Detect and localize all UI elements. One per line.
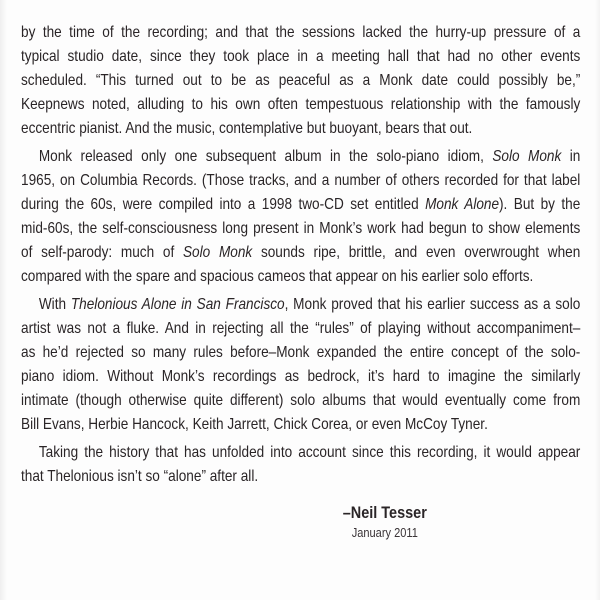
text-segment: 1965, on Columbia Records. (Those tracks, and a number of others recorded for that label (21, 172, 581, 189)
text-line (21, 21, 580, 45)
paragraph (21, 293, 580, 437)
text-segment: With (38, 296, 71, 313)
text-line (21, 413, 580, 437)
text-segment: piano idiom. Without Monk’s recordings as bedrock, it’s hard to imagine the similarly (21, 368, 581, 385)
text-segment: Bill Evans, Herbie Hancock, Keith Jarrett, Chick Corea, or even McCoy Tyner. (21, 416, 488, 433)
text-line (21, 265, 580, 289)
text-line (21, 465, 580, 489)
text-segment: by the time of the recording; and that the sessions lacked the hurry-up pressure of a (21, 24, 581, 41)
text-segment: , Monk proved that his earlier success as a solo (284, 296, 581, 313)
text-line (21, 193, 580, 217)
text-segment: that Thelonious isn’t so “alone” after all. (21, 468, 259, 485)
text-segment: in (561, 148, 581, 165)
text-segment: sounds ripe, brittle, and even overwrought when (252, 244, 581, 261)
paragraph (21, 441, 580, 489)
text-segment: mid-60s, the self-consciousness long present in Monk’s work had begun to show elements (21, 220, 581, 237)
text-segment: during the 60s, were compiled into a 1998 two-CD set entitled (21, 196, 426, 213)
text-line (21, 389, 580, 413)
text-line (21, 293, 580, 317)
signature-date: January 2011 (351, 525, 418, 540)
album-title-italic: Solo Monk (182, 244, 253, 261)
text-segment: Taking the history that has unfolded into account since this recording, it would appear (38, 444, 581, 461)
author-name: –Neil Tesser (342, 503, 427, 522)
text-segment: scheduled. “This turned out to be as peaceful as a Monk date could possibly be,” (21, 72, 581, 89)
text-line (21, 241, 580, 265)
text-line (21, 341, 580, 365)
text-line (21, 45, 580, 69)
text-segment: of self-parody: much of (21, 244, 183, 261)
text-segment: compared with the spare and spacious cameos that appear on his earlier solo efforts. (21, 268, 534, 285)
text-line (21, 441, 580, 465)
album-title-italic: Monk Alone (425, 196, 500, 213)
liner-notes-paragraphs (21, 21, 580, 489)
text-line (21, 145, 580, 169)
text-segment: artist was not a fluke. And in rejecting all the “rules” of playing without accompaniment– (21, 320, 581, 337)
text-line (21, 169, 580, 193)
text-line (21, 69, 580, 93)
text-segment: intimate (though otherwise quite different) solo albums that would eventually come from (21, 392, 581, 409)
paragraph (21, 21, 580, 141)
text-segment: Monk released only one subsequent album in the solo-piano idiom, (38, 148, 493, 165)
text-line (21, 365, 580, 389)
author-signature (330, 502, 441, 541)
text-segment: Keepnews noted, alluding to his own often tempestuous relationship with the famously (21, 96, 581, 113)
text-line (21, 93, 580, 117)
text-segment: as he’d rejected so many rules before–Monk expanded the entire concept of the solo- (21, 344, 581, 361)
text-line (21, 117, 580, 141)
liner-notes-text (21, 21, 580, 541)
text-segment: eccentric pianist. And the music, contemplative but buoyant, bears that out. (21, 120, 473, 137)
album-title-italic: Thelonious Alone in San Francisco (70, 296, 285, 313)
text-line (21, 217, 580, 241)
text-segment: typical studio date, since they took place in a meeting hall that had no other events (21, 48, 581, 65)
text-line (21, 317, 580, 341)
album-title-italic: Solo Monk (492, 148, 562, 165)
paragraph (21, 145, 580, 289)
text-segment: ). But by the (499, 196, 581, 213)
